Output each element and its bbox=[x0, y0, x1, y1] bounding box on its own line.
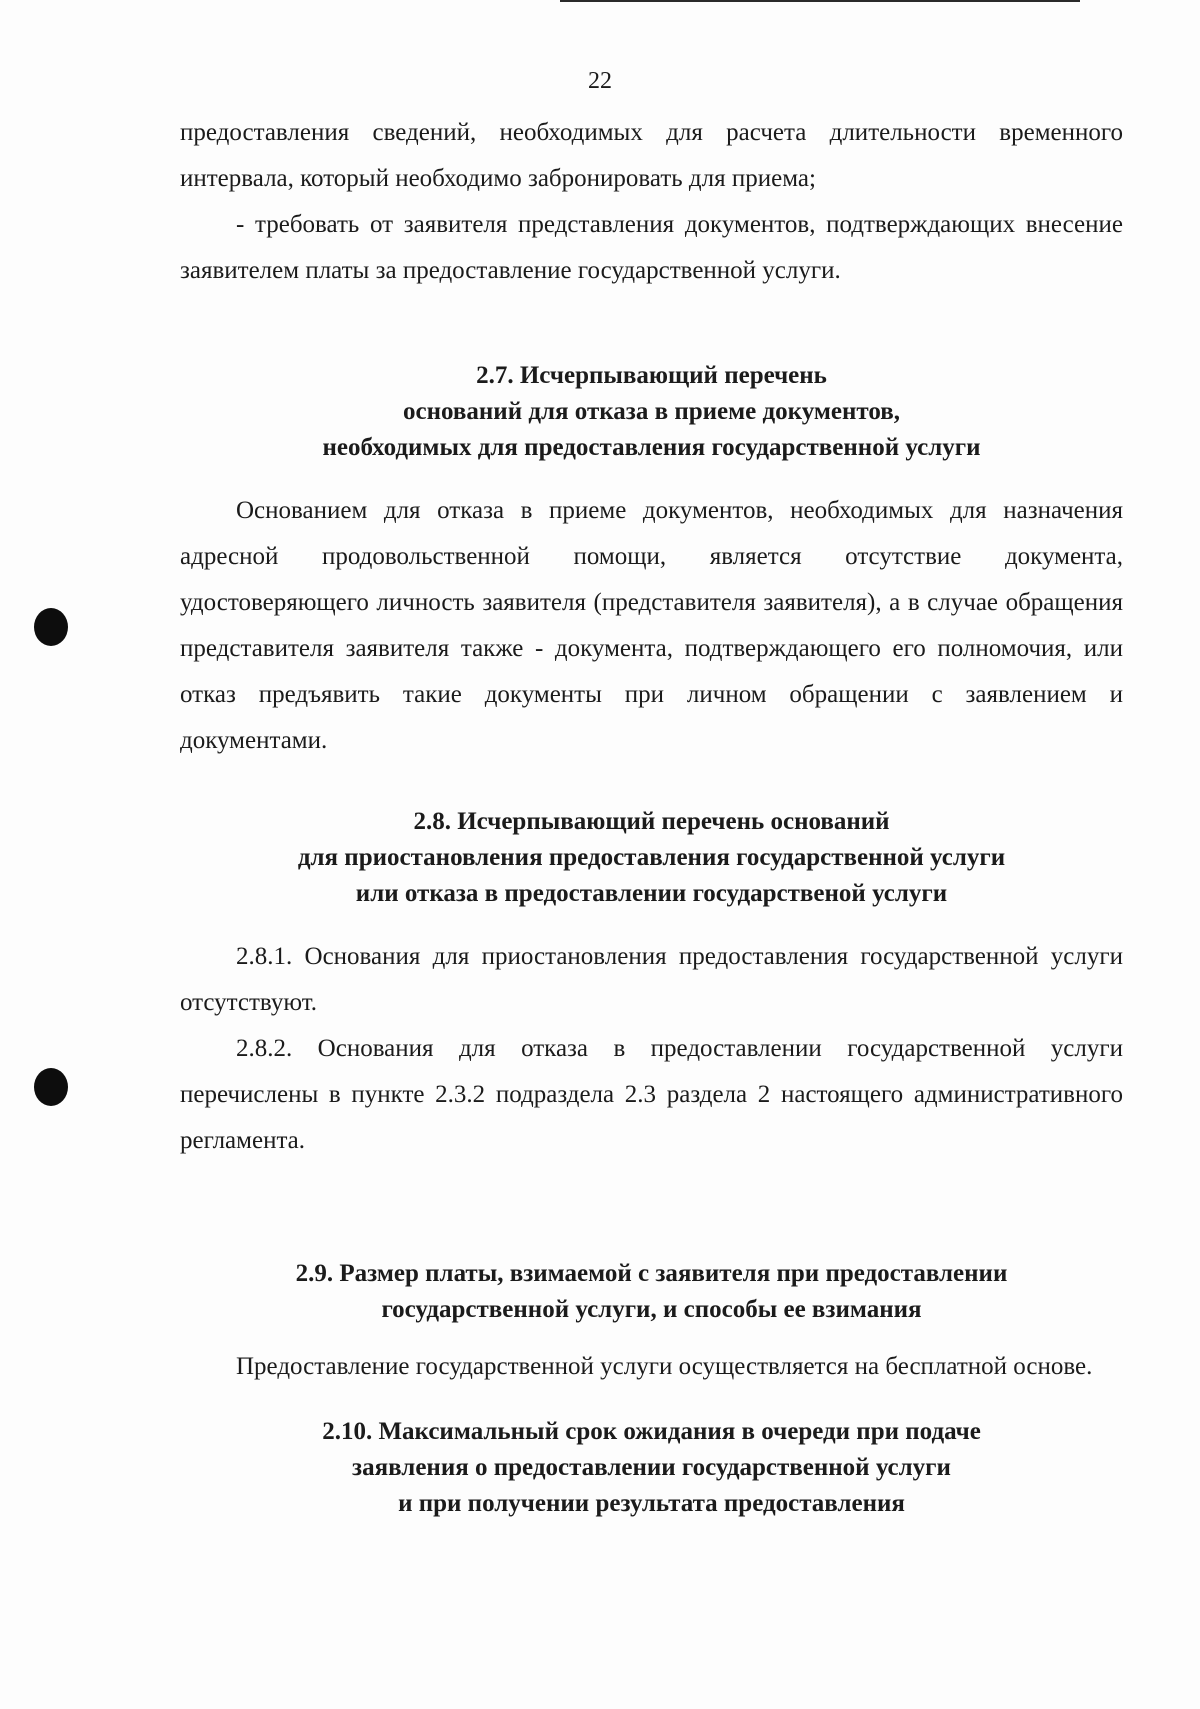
spacer bbox=[180, 1164, 1123, 1256]
section-heading: 2.8. Исчерпывающий перечень оснований bbox=[413, 808, 890, 835]
section-heading: необходимых для предоставления государственной услуги bbox=[322, 434, 981, 461]
spacer bbox=[180, 1384, 1123, 1414]
punch-hole-mark bbox=[34, 608, 68, 646]
section-heading: для приостановления предоставления государственной услуги bbox=[297, 844, 1006, 871]
spacer bbox=[180, 1328, 1123, 1350]
top-edge-line bbox=[560, 0, 1080, 2]
section-heading: оснований для отказа в приеме документов, bbox=[403, 398, 900, 425]
section-heading: 2.9. Размер платы, взимаемой с заявителя при предоставлении bbox=[295, 1260, 1008, 1287]
section-paragraph: 2.8.1. Основания для приостановления предоставления государственной услуги отсутствуют. bbox=[180, 943, 1123, 1016]
section-paragraph: 2.8.2. Основания для отказа в предоставлении государственной услуги перечислены в пункте 2.3.2 подраздела 2.3 раздела 2 настоящего административного регламента. bbox=[180, 1035, 1123, 1154]
intro-paragraph: предоставления сведений, необходимых для расчета длительности временного интервала, который необходимо забронировать для приема; bbox=[180, 119, 1123, 192]
section-2-8 bbox=[180, 804, 1123, 1164]
intro-paragraph: - требовать от заявителя представления документов, подтверждающих внесение заявителем платы за предоставление государственной услуги. bbox=[180, 211, 1123, 284]
section-2-10 bbox=[180, 1414, 1123, 1522]
section-2-7 bbox=[180, 358, 1123, 764]
section-2-9 bbox=[180, 1256, 1123, 1384]
section-heading: заявления о предоставлении государственной услуги bbox=[352, 1454, 951, 1481]
spacer bbox=[180, 466, 1123, 488]
punch-hole-mark bbox=[34, 1068, 68, 1106]
spacer bbox=[180, 294, 1123, 358]
section-paragraph: Предоставление государственной услуги осуществляется на бесплатной основе. bbox=[236, 1353, 1093, 1380]
document-body bbox=[180, 110, 1123, 1522]
section-heading: и при получении результата предоставления bbox=[398, 1490, 905, 1517]
section-heading: или отказа в предоставлении государственой услуги bbox=[355, 880, 948, 907]
page-number: 22 bbox=[588, 68, 612, 94]
spacer bbox=[180, 912, 1123, 934]
section-heading: 2.7. Исчерпывающий перечень bbox=[476, 362, 827, 389]
section-heading: государственной услуги, и способы ее взимания bbox=[381, 1296, 922, 1323]
section-paragraph: Основанием для отказа в приеме документов, необходимых для назначения адресной продовольственной помощи, является отсутствие документа, удостоверяющего личность заявителя (представителя заявителя), а в случае обращения представителя заявителя также - документа, подтверждающего его полномочия, или отказ предъявить такие документы при личном обращении с заявлением и документами. bbox=[180, 497, 1123, 754]
spacer bbox=[180, 764, 1123, 804]
section-heading: 2.10. Максимальный срок ожидания в очереди при подаче bbox=[322, 1418, 981, 1445]
